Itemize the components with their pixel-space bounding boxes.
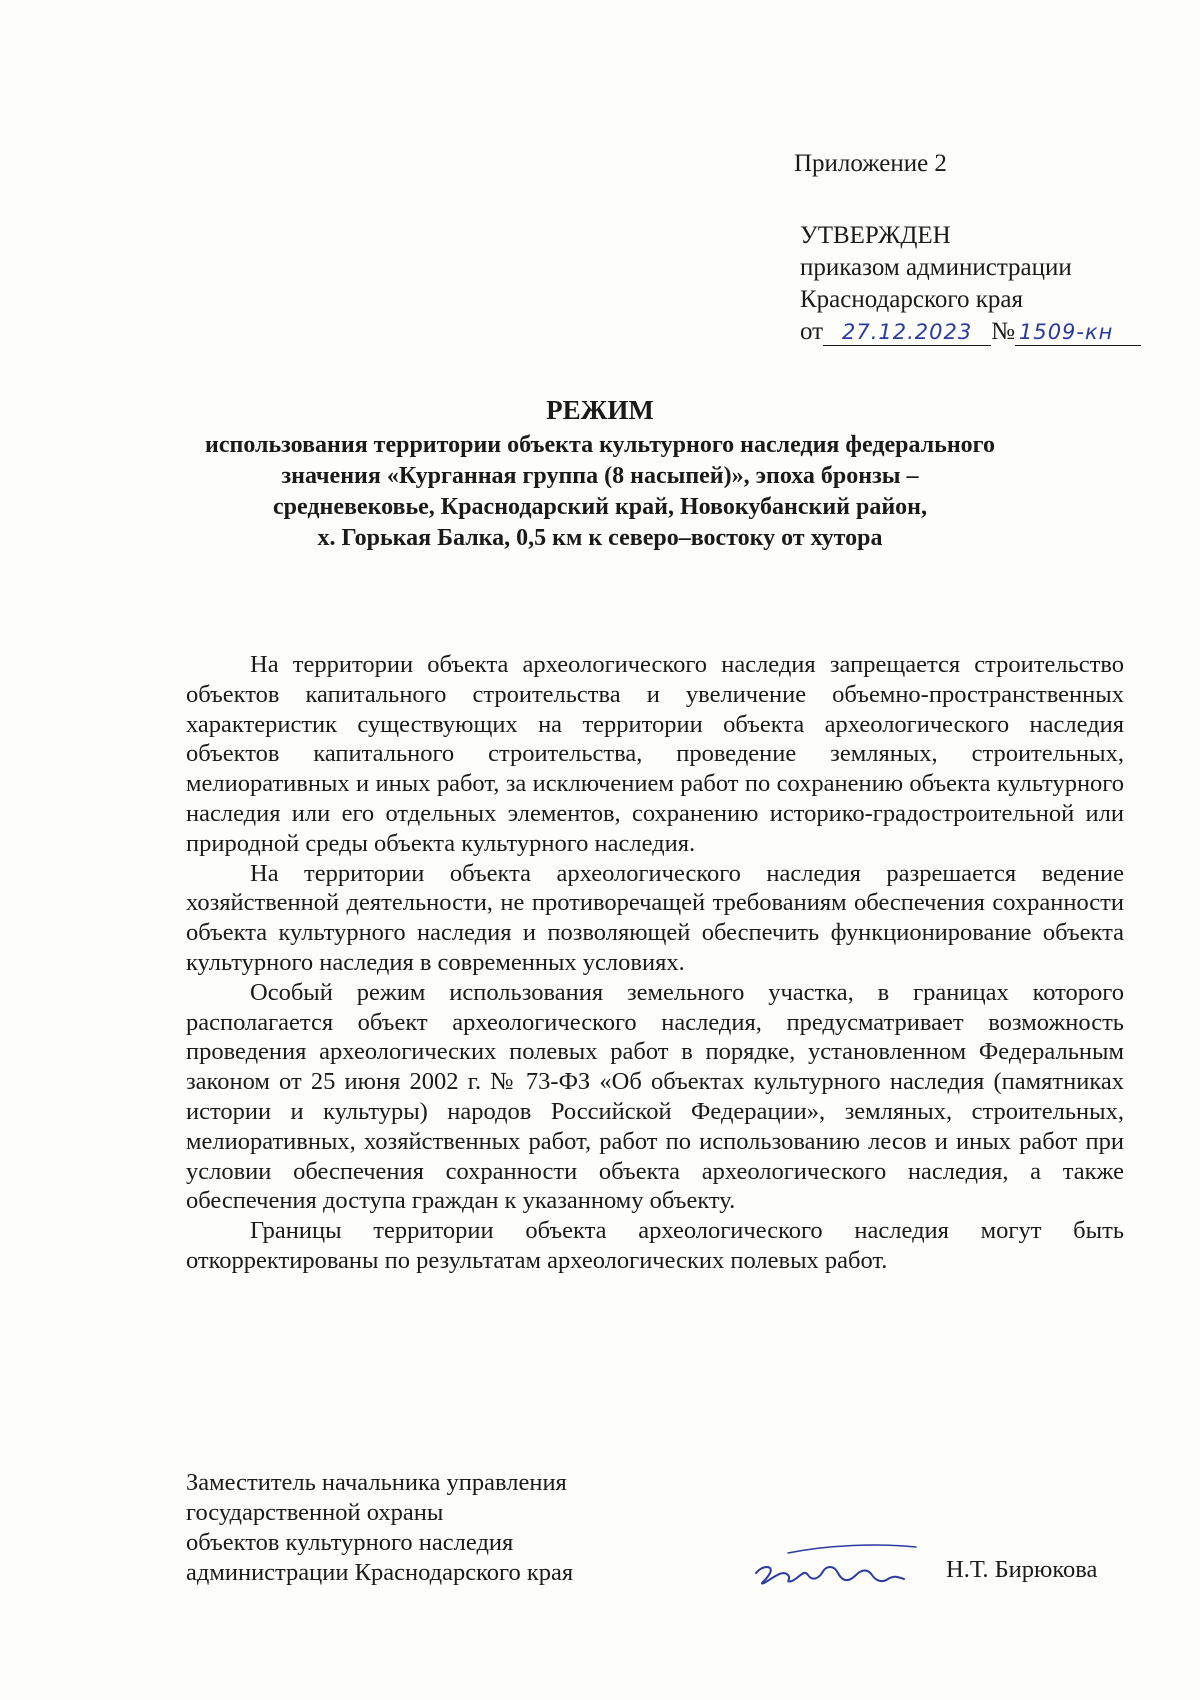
approval-line-1: приказом администрации [800, 254, 1072, 281]
body-paragraph-4: Границы территории объекта археологического наследия могут быть откорректированы по результатам археологических полевых работ. [186, 1217, 1124, 1274]
approval-date-number-line [800, 316, 1141, 348]
approval-heading: УТВЕРЖДЕН [800, 222, 951, 249]
document-body [186, 650, 1124, 1276]
approval-number-handwritten: 1509-кн [1015, 319, 1141, 346]
signatory-line-3: объектов культурного наследия [186, 1529, 514, 1556]
approval-date-handwritten: 27.12.2023 [823, 319, 991, 346]
approval-from-label: от [800, 318, 824, 345]
handwritten-signature [748, 1535, 923, 1595]
title-line-4: х. Горькая Балка, 0,5 км к северо–востоку от хутора [317, 525, 883, 551]
signatory-line-2: государственной охраны [186, 1499, 444, 1526]
signatory-line-4: администрации Краснодарского края [186, 1559, 574, 1586]
title-line-2: значения «Курганная группа (8 насыпей)», эпоха бронзы – [281, 463, 919, 489]
body-paragraph-2: На территории объекта археологического наследия разрешается ведение хозяйственной деятельности, не противоречащей требованиям обеспечения сохранности объекта культурного наследия и позволяющей обеспечить функционирование объекта культурного наследия в современных условиях. [186, 859, 1124, 976]
approval-number-label: № [991, 318, 1015, 345]
body-paragraph-1: На территории объекта археологического наследия запрещается строительство объектов капитального строительства и увеличение объемно-пространственных характеристик существующих на территории объекта археологического наследия объектов капитального строительства, проведение земляных, строительных, мелиоративных и иных работ, за исключением работ по сохранению объекта культурного наследия или его отдельных элементов, сохранению историко-градостроительной или природной среды объекта культурного наследия. [186, 651, 1124, 857]
signatory-title [186, 1468, 573, 1588]
title-main: РЕЖИМ [546, 395, 654, 425]
title-line-1: использования территории объекта культурного наследия федерального [205, 432, 995, 458]
approval-line-2: Краснодарского края [800, 286, 1023, 313]
appendix-label: Приложение 2 [794, 150, 947, 177]
body-paragraph-3: Особый режим использования земельного участка, в границах которого располагается объект археологического наследия, предусматривает возможность проведения археологических полевых работ в порядке, установленном Федеральным законом от 25 июня 2002 г. № 73-ФЗ «Об объектах культурного наследия (памятниках истории и культуры) народов Российской Федерации», земляных, строительных, мелиоративных, хозяйственных работ, работ по использованию лесов и иных работ при условии обеспечения сохранности объекта археологического наследия, а также обеспечения доступа граждан к указанному объекту. [186, 978, 1124, 1215]
title-line-3: средневековье, Краснодарский край, Новокубанский район, [273, 494, 927, 520]
approval-stamp-block [800, 220, 1141, 348]
signatory-line-1: Заместитель начальника управления [186, 1469, 567, 1496]
document-title [150, 395, 1050, 554]
signer-name: Н.Т. Бирюкова [946, 1556, 1098, 1583]
